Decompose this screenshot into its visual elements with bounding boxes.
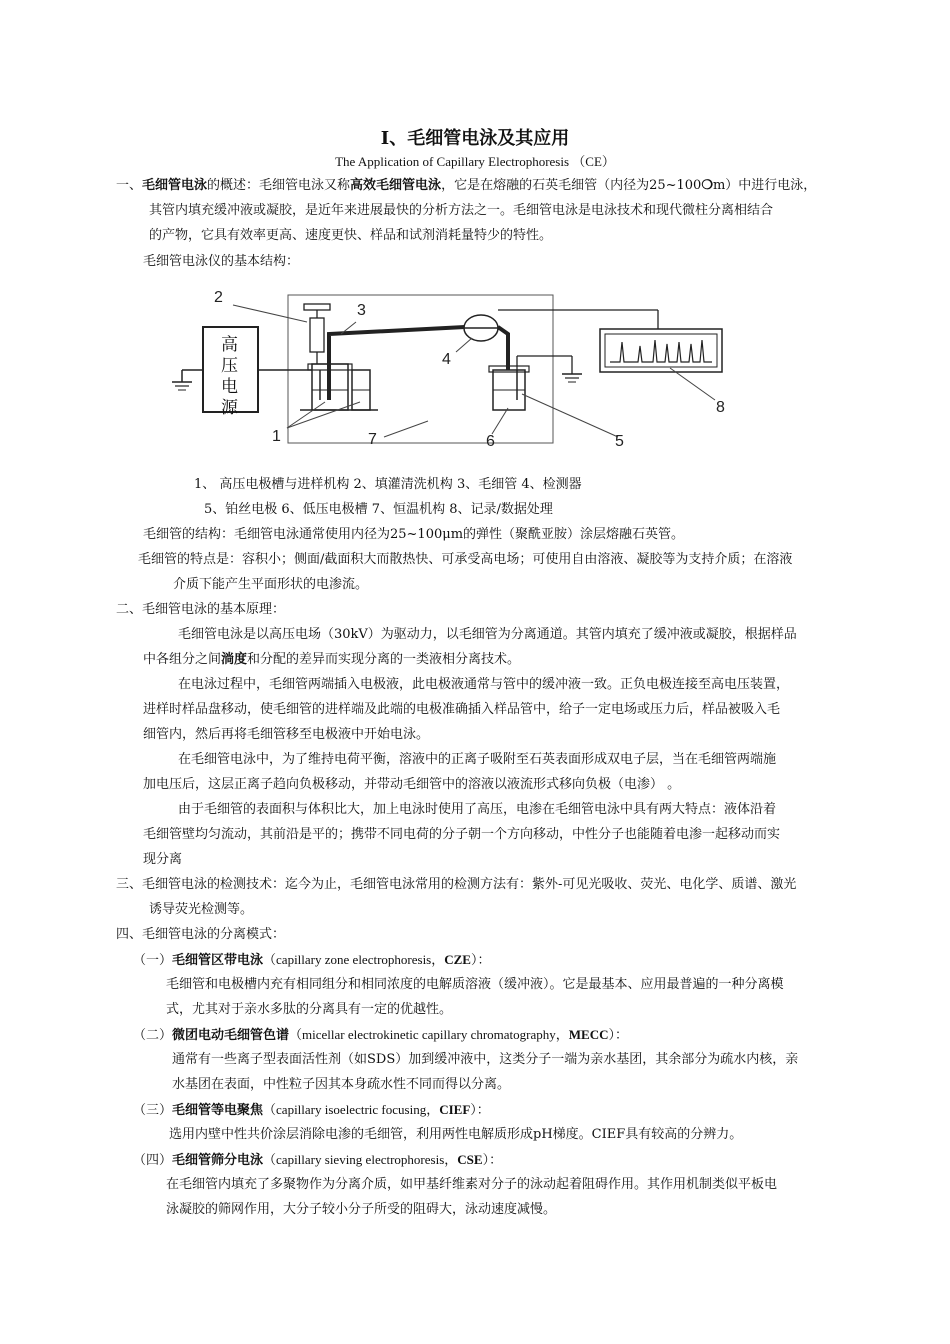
mode-mecc-desc-1: 通常有一些离子型表面活性剂（如SDS）加到缓冲液中，这类分子一端为亲水基团，其余部分为疏水内核，亲 [172, 1052, 799, 1067]
mode-cief-post: ）： [470, 1103, 490, 1118]
power-char-2: 压 [221, 356, 238, 376]
mode-cse-name: 毛细管筛分电泳 [172, 1153, 264, 1168]
mode-cief-title [133, 1101, 490, 1120]
sec2-p3a: 在毛细管电泳中，为了维持电荷平衡，溶液中的正离子吸附至石英表面形成双电子层，当在毛细管两端施 [178, 752, 777, 767]
mode-mecc-desc-2: 水基团在表面，中性粒子因其本身疏水性不同而得以分离。 [172, 1077, 511, 1092]
sec1-text1: 的概述：毛细管电泳又称 [207, 178, 351, 193]
mode-cse-desc-2: 泳凝胶的筛网作用，大分子较小分子所受的阻碍大，泳动速度减慢。 [166, 1202, 557, 1217]
sec2-p1b [143, 651, 520, 669]
legend-row1: 1、 高压电极槽与进样机构 2、填灌清洗机构 3、毛细管 4、检测器 [194, 477, 582, 492]
capillary-structure: 毛细管的结构：毛细管电泳通常使用内径为25~100μm的弹性（聚酰亚胺）涂层熔融石英管。 [143, 527, 685, 542]
sec1-term: 毛细管电泳 [142, 178, 208, 193]
sec2-p4b: 毛细管壁均匀流动，其前沿是平的；携带不同电荷的分子朝一个方向移动，中性分子也能随着电渗一起移动而实 [143, 827, 781, 842]
power-char-4: 源 [221, 398, 238, 418]
mode-cief-en: （capillary isoelectric focusing， [263, 1102, 440, 1117]
sec2-p1b-pre: 中各组分之间 [143, 652, 222, 667]
mode-cief-abbr: CIEF [439, 1102, 471, 1117]
mode-cze-num: （一） [133, 953, 173, 968]
page-subtitle: The Application of Capillary Electrophoresis （CE） [335, 154, 615, 169]
mode-mecc-en: （micellar electrokinetic capillary chromatography， [289, 1027, 569, 1042]
sec1-line1 [116, 177, 816, 195]
mode-cze-desc-1: 毛细管和电极槽内充有相同组分和相同浓度的电解质溶液（缓冲液）。它是最基本、应用最普遍的一种分离模 [166, 977, 784, 992]
mode-cief-num: （三） [133, 1103, 173, 1118]
label-8: 8 [716, 399, 725, 416]
mode-cse-en: （capillary sieving electrophoresis， [263, 1152, 458, 1167]
sec2-p4c: 现分离 [143, 852, 183, 867]
mode-mecc-post: ）： [608, 1028, 629, 1043]
label-7: 7 [368, 431, 377, 448]
label-3: 3 [357, 302, 366, 319]
mode-cze-abbr: CZE [444, 952, 471, 967]
sec2-p2b: 进样时样品盘移动，使毛细管的进样端及此端的电极准确插入样品管中，给子一定电场或压力后，样品被吸入毛 [143, 702, 781, 717]
sec2-p3b: 加电压后，这层正离子趋向负极移动，并带动毛细管中的溶液以液流形式移向负极（电渗） 。 [143, 777, 681, 792]
sec2-p1b-post: 和分配的差异而实现分离的一类液相分离技术。 [247, 652, 521, 667]
power-char-3: 电 [221, 377, 238, 397]
mode-mecc-num: （二） [133, 1028, 173, 1043]
sec2-heading: 二、毛细管电泳的基本原理： [116, 602, 286, 617]
sec4-heading: 四、毛细管电泳的分离模式： [116, 927, 286, 942]
sec1-text2: ，它是在熔融的石英毛细管（内径为25~100 [441, 178, 702, 193]
syringe-plunger [304, 304, 330, 310]
capillary-features-2: 介质下能产生平面形状的电渗流。 [173, 577, 369, 592]
structure-label: 毛细管电泳仪的基本结构： [143, 254, 300, 269]
mode-mecc-abbr: MECC [568, 1027, 609, 1042]
sec3-line2: 诱导荧光检测等。 [149, 902, 254, 917]
mode-cief-desc-1: 选用内壁中性共价涂层消除电渗的毛细管，利用两性电解质形成pH梯度。CIEF具有较高的分辨力。 [169, 1127, 743, 1142]
label-1: 1 [272, 428, 281, 445]
power-char-1: 高 [221, 335, 238, 355]
mode-mecc-title [133, 1026, 628, 1045]
mode-cze-desc-2: 式，尤其对于亲水多肽的分离具有一定的优越性。 [166, 1002, 453, 1017]
mode-cse-title [133, 1151, 502, 1170]
sec1-text3: m）中进行电泳， [712, 178, 817, 193]
mode-cse-post: ）： [482, 1153, 503, 1168]
mode-cze-name: 毛细管区带电泳 [172, 953, 264, 968]
capillary-features-1: 毛细管的特点是：容积小；侧面/截面积大而散热快、可承受高电场；可使用自由溶液、凝胶等为支持介质；在溶液 [138, 552, 793, 567]
page-title: I、毛细管电泳及其应用 [380, 128, 570, 149]
electropherogram-peaks [610, 340, 712, 362]
micro-symbol: ❍ [701, 178, 713, 193]
legend-row2: 5、铂丝电极 6、低压电极槽 7、恒温机构 8、记录/数据处理 [204, 502, 553, 517]
sec1-term2: 高效毛细管电泳 [350, 178, 442, 193]
label-6: 6 [486, 433, 495, 450]
sec2-p1b-bold: 淌度 [221, 652, 248, 667]
mode-cze-post: ）： [470, 953, 491, 968]
ce-instrument-diagram [160, 282, 760, 462]
sec1-line3: 的产物，它具有效率更高、速度更快、样品和试剂消耗量特少的特性。 [149, 228, 553, 243]
sec2-p1a: 毛细管电泳是以高压电场（30kV）为驱动力，以毛细管为分离通道。其管内填充了缓冲液或凝胶，根据样品 [178, 627, 797, 642]
mode-cse-num: （四） [133, 1153, 173, 1168]
label-4: 4 [442, 351, 451, 368]
label-5: 5 [615, 433, 624, 450]
mode-cse-desc-1: 在毛细管内填充了多聚物作为分离介质，如甲基纤维素对分子的泳动起着阻碍作用。其作用机制类似平板电 [166, 1177, 778, 1192]
sec2-p2a: 在电泳过程中，毛细管两端插入电极液，此电极液通常与管中的缓冲液一致。正负电极连接至高电压装置， [178, 677, 790, 692]
label-2: 2 [214, 289, 223, 306]
sec1-line2: 其管内填充缓冲液或凝胶，是近年来进展最快的分析方法之一。毛细管电泳是电泳技术和现代微柱分离相结合 [149, 203, 774, 218]
mode-cse-abbr: CSE [457, 1152, 483, 1167]
recorder [600, 329, 722, 372]
mode-cze-title [133, 951, 491, 970]
mode-cze-en: （capillary zone electrophoresis， [263, 952, 445, 967]
mode-cief-name: 毛细管等电聚焦 [172, 1103, 264, 1118]
mode-mecc-name: 微团电动毛细管色谱 [172, 1028, 290, 1043]
sec2-p4a: 由于毛细管的表面积与体积比大，加上电泳时使用了高压，电渗在毛细管电泳中具有两大特点：液体沿着 [178, 802, 777, 817]
sec3-line1: 三、毛细管电泳的检测技术：迄今为止，毛细管电泳常用的检测方法有：紫外-可见光吸收、荧光、电化学、质谱、激光 [116, 877, 797, 892]
sec2-p2c: 细管内，然后再将毛细管移至电极液中开始电泳。 [143, 727, 430, 742]
sec1-prefix: 一、 [116, 178, 143, 193]
syringe-barrel [310, 318, 324, 352]
